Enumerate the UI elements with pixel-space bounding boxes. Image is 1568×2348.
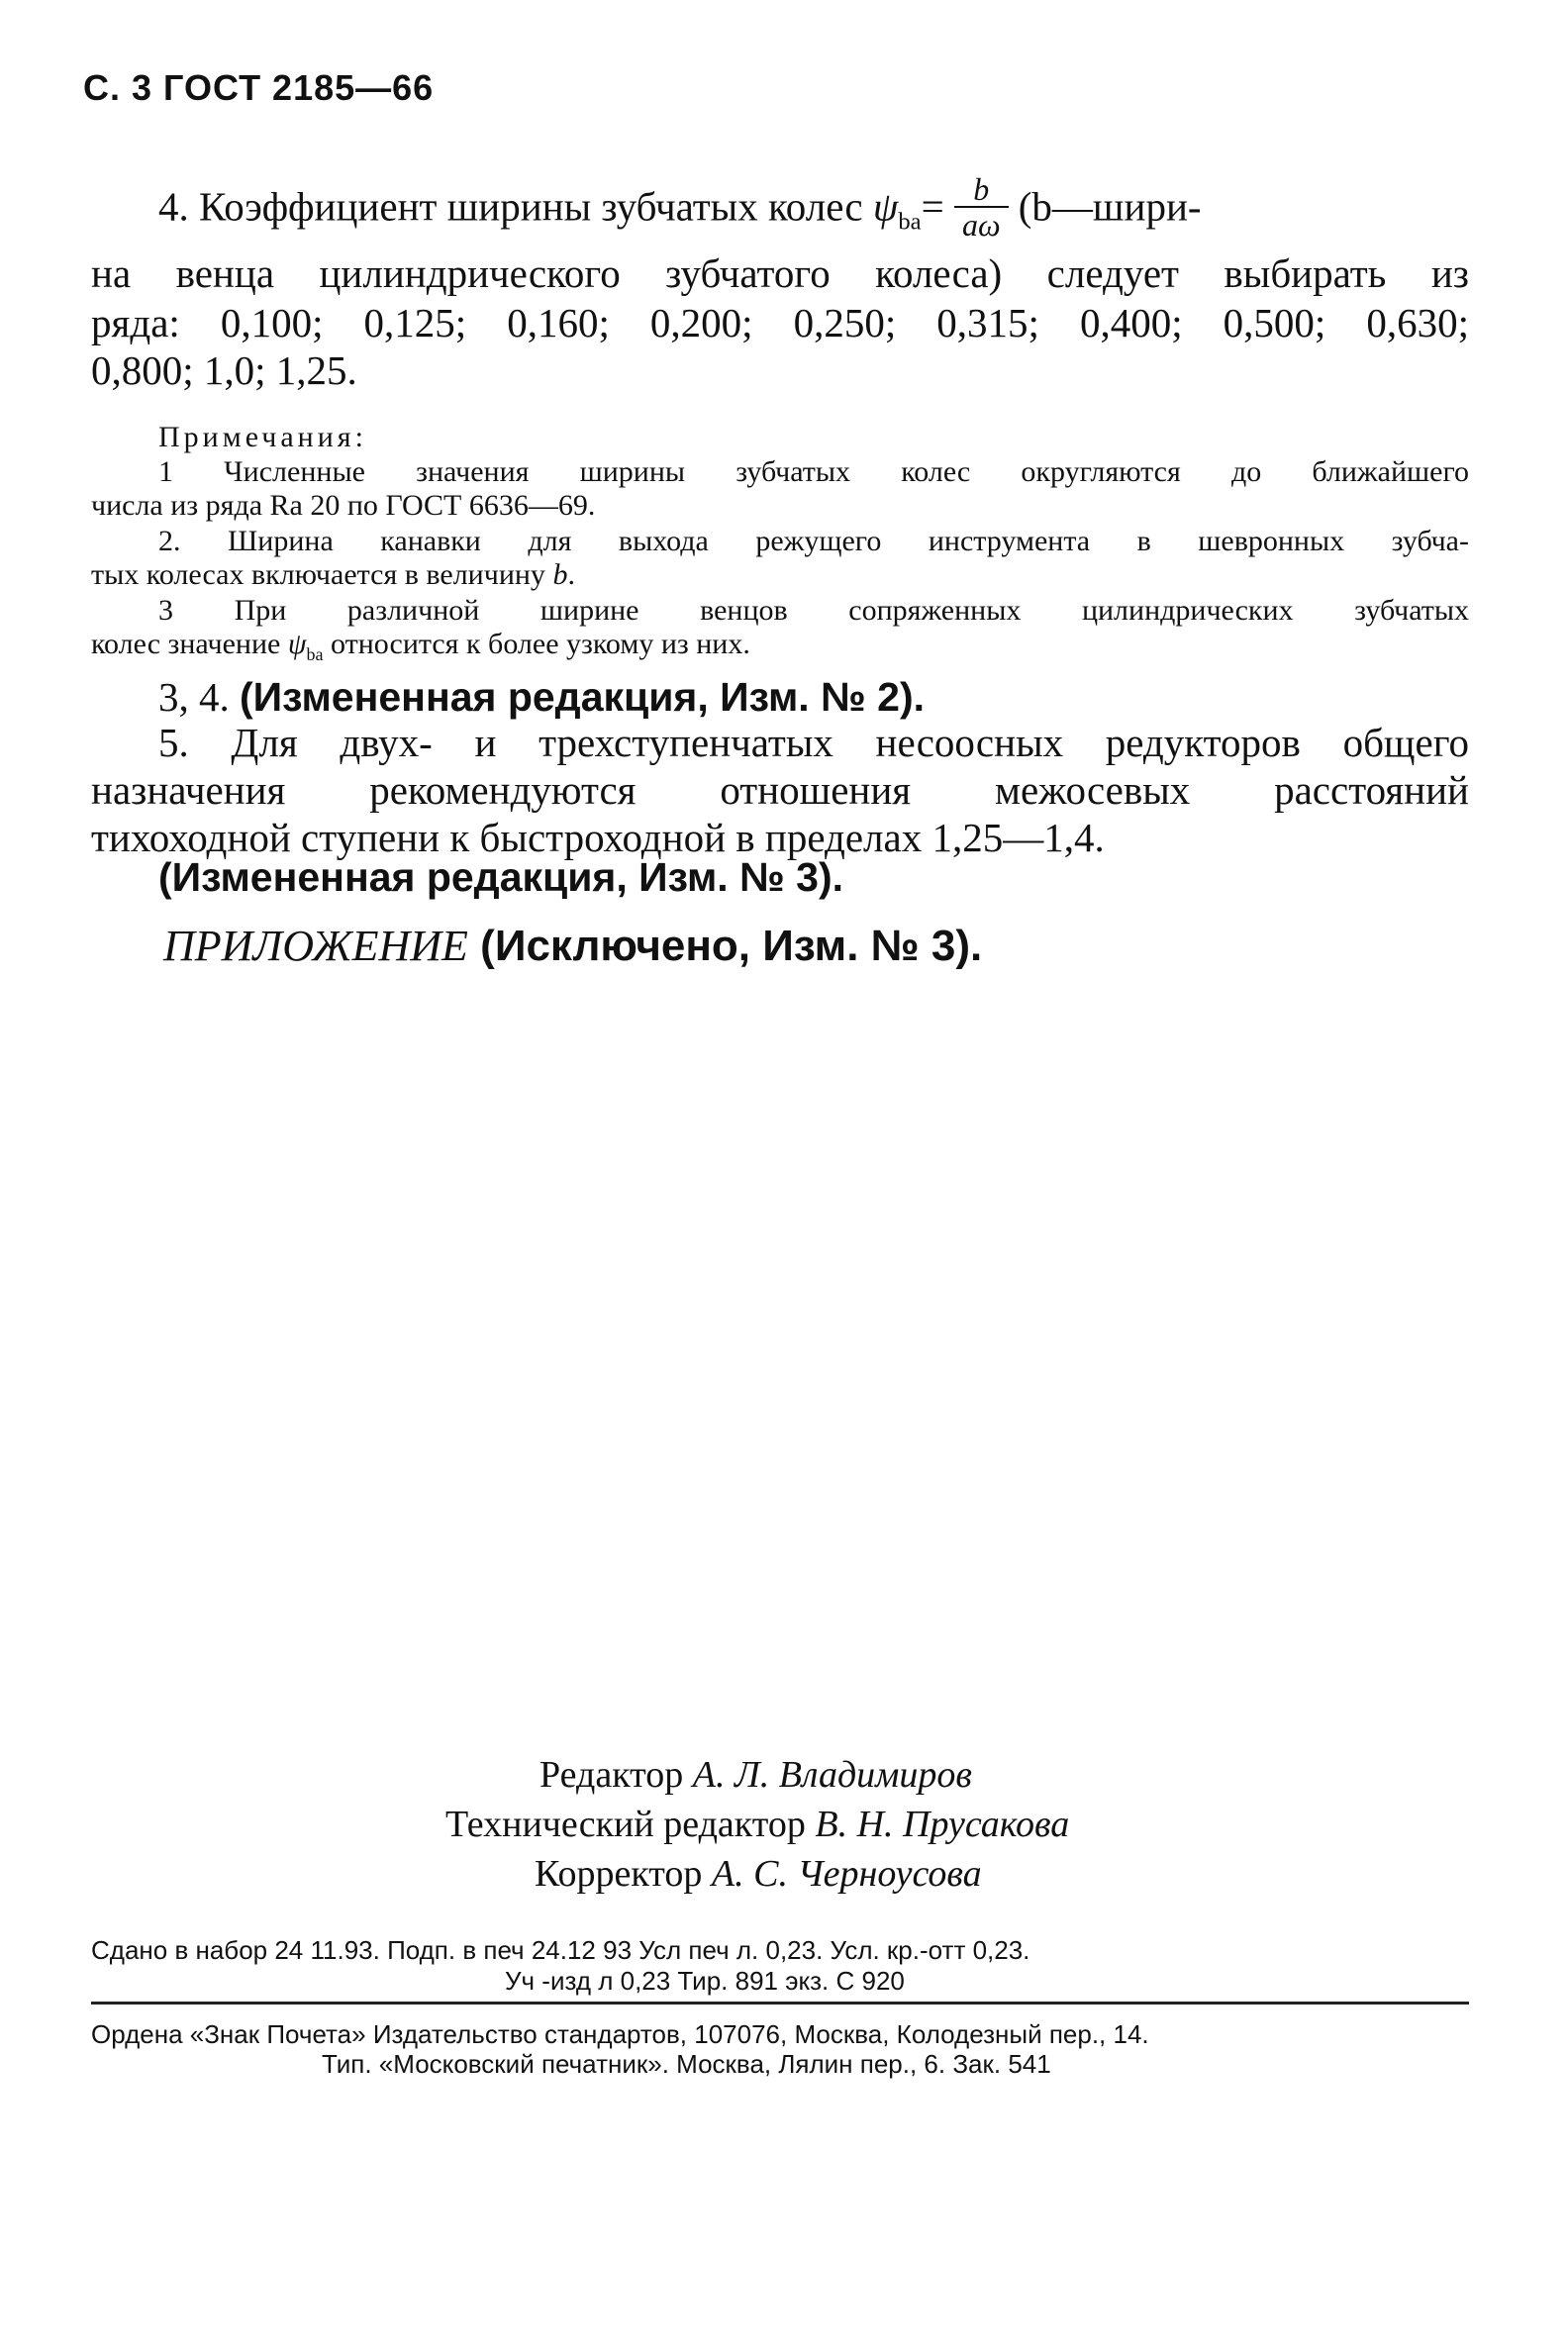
imprint-line3: Ордена «Знак Почета» Издательство стандартов, 107076, Москва, Колодезный пер., 14.	[91, 2019, 1149, 2049]
notes-title: Примечания:	[158, 421, 367, 453]
note2-line1: 2. Ширина канавки для выхода режущего инструмента в шевронных зубча-	[158, 525, 1469, 557]
appendix-label: ПРИЛОЖЕНИЕ	[163, 922, 468, 970]
corrector-role: Корректор	[535, 1853, 712, 1895]
note1-line1: 1 Численные значения ширины зубчатых колес округляются до ближайшего	[158, 455, 1469, 488]
note1-line2: числа из ряда Ra 20 по ГОСТ 6636—69.	[91, 489, 596, 522]
editor-name: А. Л. Владимиров	[692, 1754, 972, 1796]
item4-line1-after: (b—шири-	[1018, 183, 1202, 230]
fraction-numerator: b	[973, 171, 990, 207]
credits-tech-editor	[445, 1800, 1069, 1849]
credits-editor	[539, 1750, 972, 1800]
item5-line3: тихоходной ступени к быстроходной в пределах 1,25—1,4.	[91, 815, 1105, 860]
revision-3: (Измененная редакция, Изм. № 3).	[158, 854, 844, 900]
note2-variable-b: b	[552, 558, 568, 591]
corrector-name: А. С. Черноусова	[711, 1853, 982, 1895]
note3-line2-post: относится к более узкому из них.	[323, 628, 750, 660]
equals-sign: =	[921, 183, 944, 230]
psi-symbol: ψ	[872, 183, 899, 230]
note3-line1: 3 При различной ширине венцов сопряженных цилиндрических зубчатых	[158, 594, 1469, 627]
credits-corrector	[535, 1849, 982, 1899]
revision-3-4-text: (Измененная редакция, Изм. № 2).	[240, 674, 926, 720]
tech-editor-name: В. Н. Прусакова	[815, 1804, 1070, 1845]
editor-role: Редактор	[539, 1754, 693, 1796]
item4-line4: 0,800; 1,0; 1,25.	[91, 347, 357, 393]
tech-editor-role: Технический редактор	[445, 1804, 816, 1845]
page-header: С. 3 ГОСТ 2185—66	[83, 67, 435, 108]
note2-line2	[91, 558, 575, 592]
note3-psi-symbol: ψ	[287, 628, 307, 660]
imprint-line4: Тип. «Московский печатник». Москва, Лялин пер., 6. Зак. 541	[322, 2049, 1051, 2079]
note3-line2-pre: колес значение	[91, 628, 288, 660]
item4-line1-before: 4. Коэффициент ширины зубчатых колес	[158, 183, 873, 230]
appendix-line	[163, 923, 982, 970]
revision-3-4-nums: 3, 4.	[158, 674, 240, 720]
item4-line2: на венца цилиндрического зубчатого колеса) следует выбирать из	[91, 250, 1469, 296]
appendix-text: (Исключено, Изм. № 3).	[467, 922, 983, 970]
imprint-line2: Уч -изд л 0,23 Тир. 891 экз. С 920	[505, 1966, 905, 1996]
item4-line3: ряда: 0,100; 0,125; 0,160; 0,200; 0,250; 0,315; 0,400; 0,500; 0,630;	[91, 300, 1469, 345]
note3-line2	[91, 628, 750, 671]
item5-line2: назначения рекомендуются отношения межосевых расстояний	[91, 767, 1469, 813]
note2-line2-pre: тых колесах включается в величину	[91, 558, 553, 591]
item4-line1	[158, 171, 1202, 246]
fraction-denominator: aω	[954, 206, 1009, 242]
imprint-divider	[91, 2002, 1469, 2005]
item5-line1: 5. Для двух- и трехступенчатых несоосных редукторов общего	[158, 720, 1469, 765]
fraction-b-over-aw	[954, 172, 1009, 242]
revision-3-4	[158, 673, 925, 721]
psi-subscript: ba	[898, 208, 922, 236]
note3-psi-subscript: ba	[306, 644, 324, 664]
note2-line2-post: .	[567, 558, 575, 591]
imprint-line1: Сдано в набор 24 11.93. Подп. в печ 24.12 93 Усл печ л. 0,23. Усл. кр.-отт 0,23.	[91, 1935, 1030, 1965]
